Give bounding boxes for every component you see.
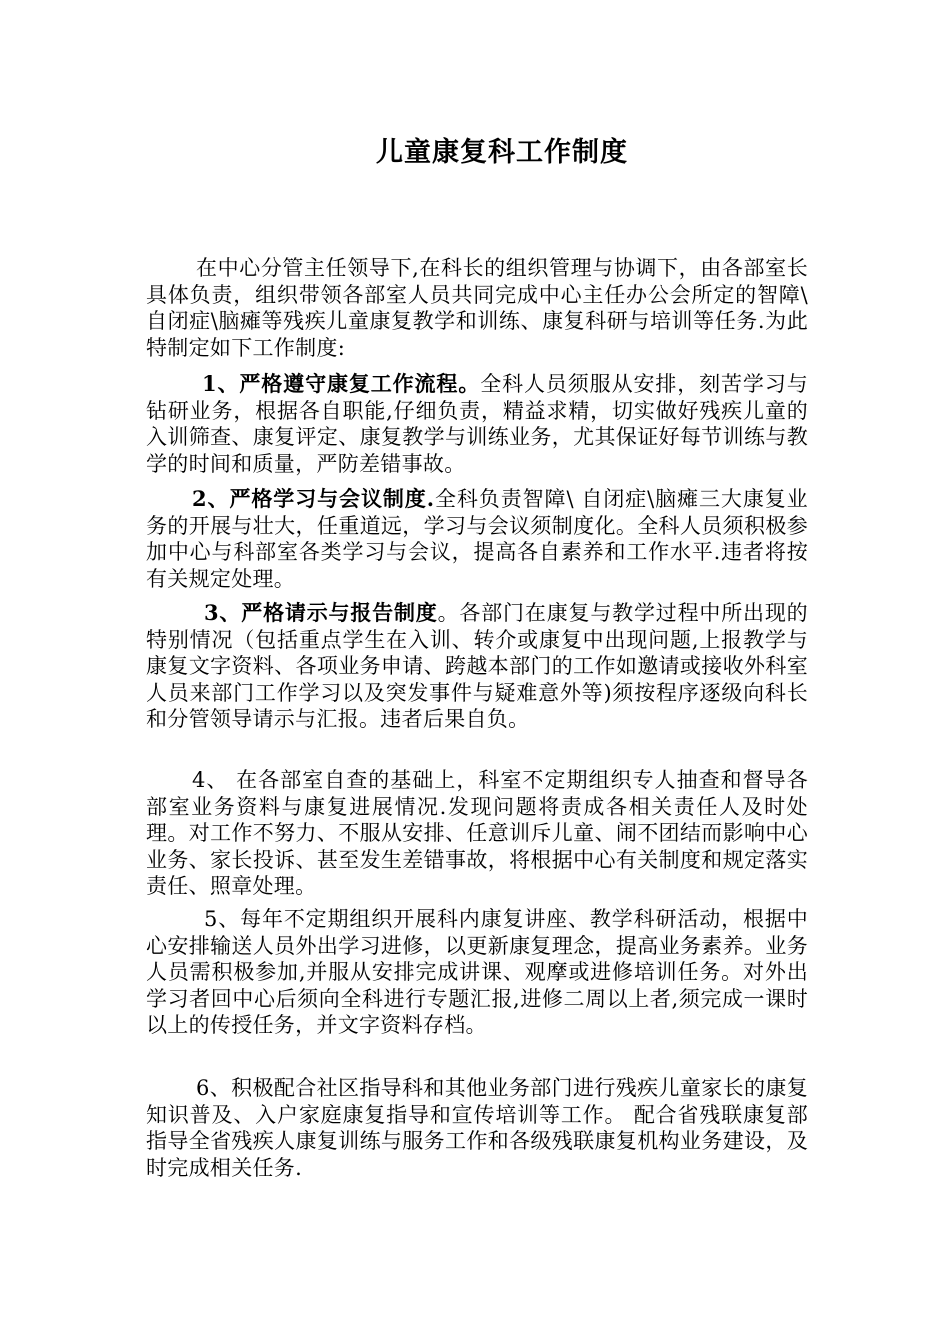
rule-paragraph-4 bbox=[146, 767, 808, 900]
rule-paragraph-2 bbox=[146, 486, 808, 592]
rule-paragraph-5 bbox=[146, 906, 808, 1039]
rule-paragraph-1 bbox=[146, 371, 808, 477]
intro-paragraph: 在中心分管主任领导下,在科长的组织管理与协调下，由各部室长具体负责，组织带领各部室人员共同完成中心主任办公会所定的智障\ 自闭症\脑瘫等残疾儿童康复教学和训练、康复科研与培训等任务.为此特制定如下工作制度: bbox=[146, 256, 808, 360]
rule-paragraph-3 bbox=[146, 600, 808, 733]
rule-paragraph-6 bbox=[146, 1075, 808, 1181]
document-title: 儿童康复科工作制度 bbox=[376, 137, 628, 168]
rule-6-body: 6、积极配合社区指导科和其他业务部门进行残疾儿童家长的康复知识普及、入户家庭康复指导和宣传培训等工作。 配合省残联康复部指导全省残疾人康复训练与服务工作和各级残联康复机构业务建设，及时完成相关任务. bbox=[146, 1076, 808, 1180]
rule-4-body: 4、 在各部室自查的基础上，科室不定期组织专人抽查和督导各部室业务资料与康复进展情况.发现问题将责成各相关责任人及时处理。对工作不努力、不服从安排、任意训斥儿童、闹不团结而影响中心业务、家长投诉、甚至发生差错事故，将根据中心有关制度和规定落实责任、照章处理。 bbox=[146, 768, 808, 898]
rule-5-body: 5、每年不定期组织开展科内康复讲座、教学科研活动，根据中心安排输送人员外出学习进修，以更新康复理念，提高业务素养。业务人员需积极参加,并服从安排完成讲课、观摩或进修培训任务。对外出学习者回中心后须向全科进行专题汇报,进修二周以上者,须完成一课时以上的传授任务，并文字资料存档。 bbox=[146, 907, 808, 1037]
rule-1-heading: 1、严格遵守康复工作流程。 bbox=[202, 371, 481, 396]
rule-1-body: 全科人员须服从安排，刻苦学习与钻研业务，根据各自职能,仔细负责，精益求精，切实做好残疾儿童的入训筛查、康复评定、康复教学与训练业务，尤其保证好每节训练与教学的时间和质量，严防差错事故。 bbox=[146, 372, 809, 476]
rule-2-body: 全科负责智障\ 自闭症\脑瘫三大康复业务的开展与壮大，任重道远，学习与会议须制度化。全科人员须积极参加中心与科部室各类学习与会议，提高各自素养和工作水平.违者将按有关规定处理。 bbox=[146, 487, 808, 591]
rule-2-heading: 2、严格学习与会议制度. bbox=[192, 486, 435, 511]
rule-3-body: 。各部门在康复与教学过程中所出现的特别情况（包括重点学生在入训、转介或康复中出现问题,上报教学与康复文字资料、各项业务申请、跨越本部门的工作如邀请或接收外科室人员来部门工作学习以及突发事件与疑难意外等)须按程序逐级向科长和分管领导请示与汇报。违者后果自负。 bbox=[146, 601, 808, 731]
rule-3-heading: 3、严格请示与报告制度 bbox=[204, 600, 438, 625]
